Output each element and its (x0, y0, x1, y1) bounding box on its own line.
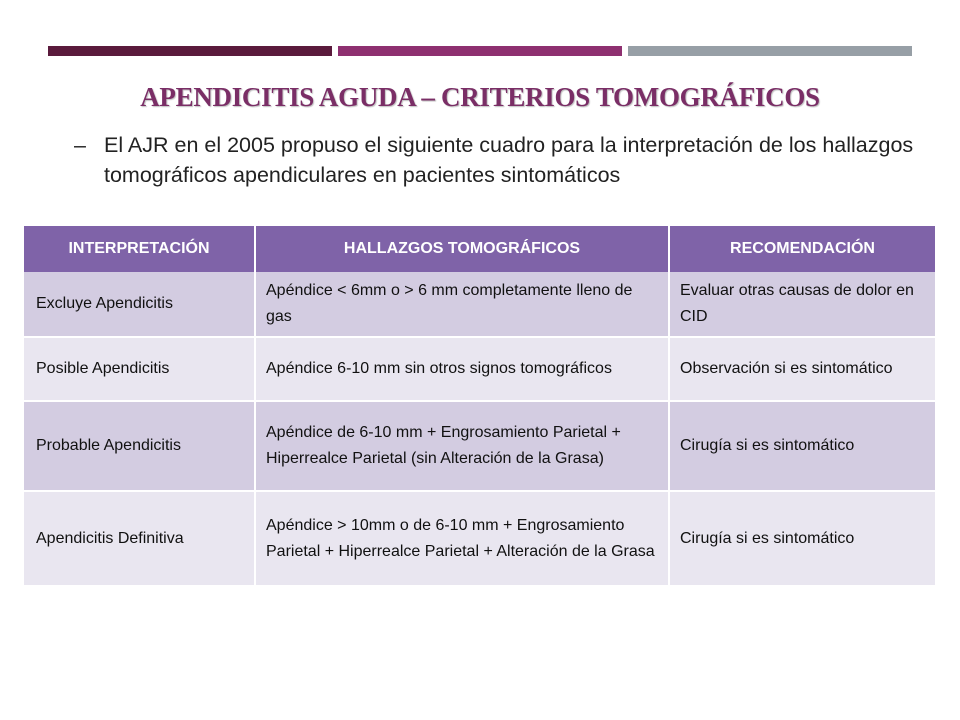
table-header-row (24, 226, 936, 272)
recommendation-cell: Observación si es sintomático (669, 337, 936, 401)
interpretation-cell: Apendicitis Definitiva (24, 491, 255, 586)
table-row (24, 401, 936, 491)
recommendation-cell: Evaluar otras causas de dolor en CID (669, 272, 936, 337)
header-interpretacion: INTERPRETACIÓN (24, 226, 255, 272)
decorative-top-bars (48, 46, 912, 56)
bullet-marker: – (74, 133, 86, 157)
findings-cell: Apéndice > 10mm o de 6-10 mm + Engrosamiento Parietal + Hiperrealce Parietal + Alteración de la Grasa (255, 491, 669, 586)
header-recomendacion: RECOMENDACIÓN (669, 226, 936, 272)
interpretation-cell: Posible Apendicitis (24, 337, 255, 401)
recommendation-cell: Cirugía si es sintomático (669, 491, 936, 586)
table-row (24, 491, 936, 586)
recommendation-cell: Cirugía si es sintomático (669, 401, 936, 491)
slide-title: APENDICITIS AGUDA – CRITERIOS TOMOGRÁFICOS (140, 82, 820, 112)
top-bar-gray (628, 46, 912, 56)
table-row (24, 337, 936, 401)
intro-bullet (74, 130, 924, 190)
findings-cell: Apéndice 6-10 mm sin otros signos tomográficos (255, 337, 669, 401)
top-bar-magenta (338, 46, 622, 56)
bullet-text: El AJR en el 2005 propuso el siguiente cuadro para la interpretación de los hallazgos tomográficos apendiculares en pacientes sintomáticos (104, 133, 914, 187)
top-bar-dark (48, 46, 332, 56)
table-row (24, 272, 936, 337)
findings-cell: Apéndice < 6mm o > 6 mm completamente lleno de gas (255, 272, 669, 337)
header-hallazgos: HALLAZGOS TOMOGRÁFICOS (255, 226, 669, 272)
interpretation-cell: Probable Apendicitis (24, 401, 255, 491)
criteria-table (24, 226, 937, 587)
interpretation-cell: Excluye Apendicitis (24, 272, 255, 337)
findings-cell: Apéndice de 6-10 mm + Engrosamiento Parietal + Hiperrealce Parietal (sin Alteración de la Grasa) (255, 401, 669, 491)
